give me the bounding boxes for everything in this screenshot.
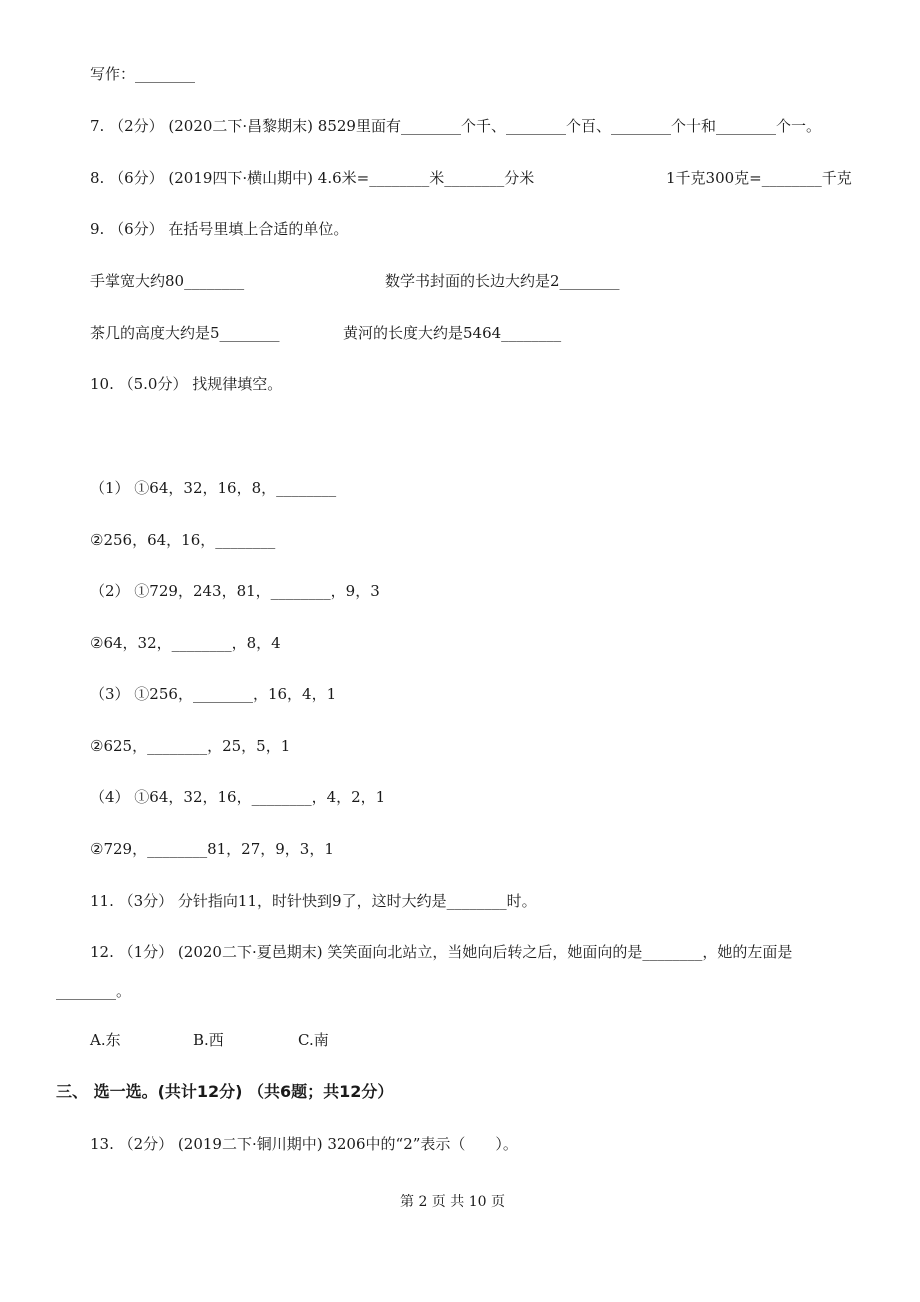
question-10: 10. （5.0分） 找规律填空。 — [90, 375, 283, 393]
question-10-sub: （4） ①64，32，16，________，4，2，1 — [90, 788, 386, 806]
question-12-cont: ________。 — [56, 982, 132, 1000]
question-10-sub: ②729，________81，27，9，3，1 — [90, 840, 334, 858]
question-9-item-1: 手掌宽大约80________ — [90, 272, 245, 290]
question-9-item-2: 数学书封面的长边大约是2________ — [385, 272, 620, 290]
question-8: 8. （6分） (2019四下·横山期中) 4.6米=________米________分米 — [90, 169, 535, 187]
option-c: C.南 — [298, 1031, 329, 1049]
question-10-sub: ②64，32，________，8，4 — [90, 634, 281, 652]
option-b: B.西 — [193, 1031, 224, 1049]
question-9-item-4: 黄河的长度大约是5464________ — [343, 324, 562, 342]
question-7: 7. （2分） (2020二下·昌黎期末) 8529里面有________个千、________个百、________个十和________个一。 — [90, 117, 821, 135]
question-10-sub: （3） ①256，________，16，4，1 — [90, 685, 337, 703]
question-12: 12. （1分） (2020二下·夏邑期末) 笑笑面向北站立，当她向后转之后，她面向的是________，她的左面是 — [90, 943, 793, 961]
question-10-sub: ②625，________，25，5，1 — [90, 737, 291, 755]
question-10-sub: ②256，64，16，________ — [90, 531, 276, 549]
question-9: 9. （6分） 在括号里填上合适的单位。 — [90, 220, 349, 238]
option-a: A.东 — [90, 1031, 121, 1049]
page-footer: 第 2 页 共 10 页 — [400, 1194, 505, 1210]
question-13: 13. （2分） (2019二下·铜川期中) 3206中的“2”表示（ ）。 — [90, 1135, 518, 1153]
text-line: 写作：________ — [90, 65, 196, 83]
question-11: 11. （3分） 分针指向11，时针快到9了，这时大约是________时。 — [90, 892, 537, 910]
question-10-sub: （2） ①729，243，81，________，9，3 — [90, 582, 380, 600]
question-9-item-3: 茶几的高度大约是5________ — [90, 324, 280, 342]
section-heading: 三、 选一选。(共计12分) （共6题；共12分） — [56, 1082, 394, 1101]
question-10-sub: （1） ①64，32，16，8，________ — [90, 479, 337, 497]
question-8-part-2: 1千克300克=________千克 — [666, 169, 852, 187]
